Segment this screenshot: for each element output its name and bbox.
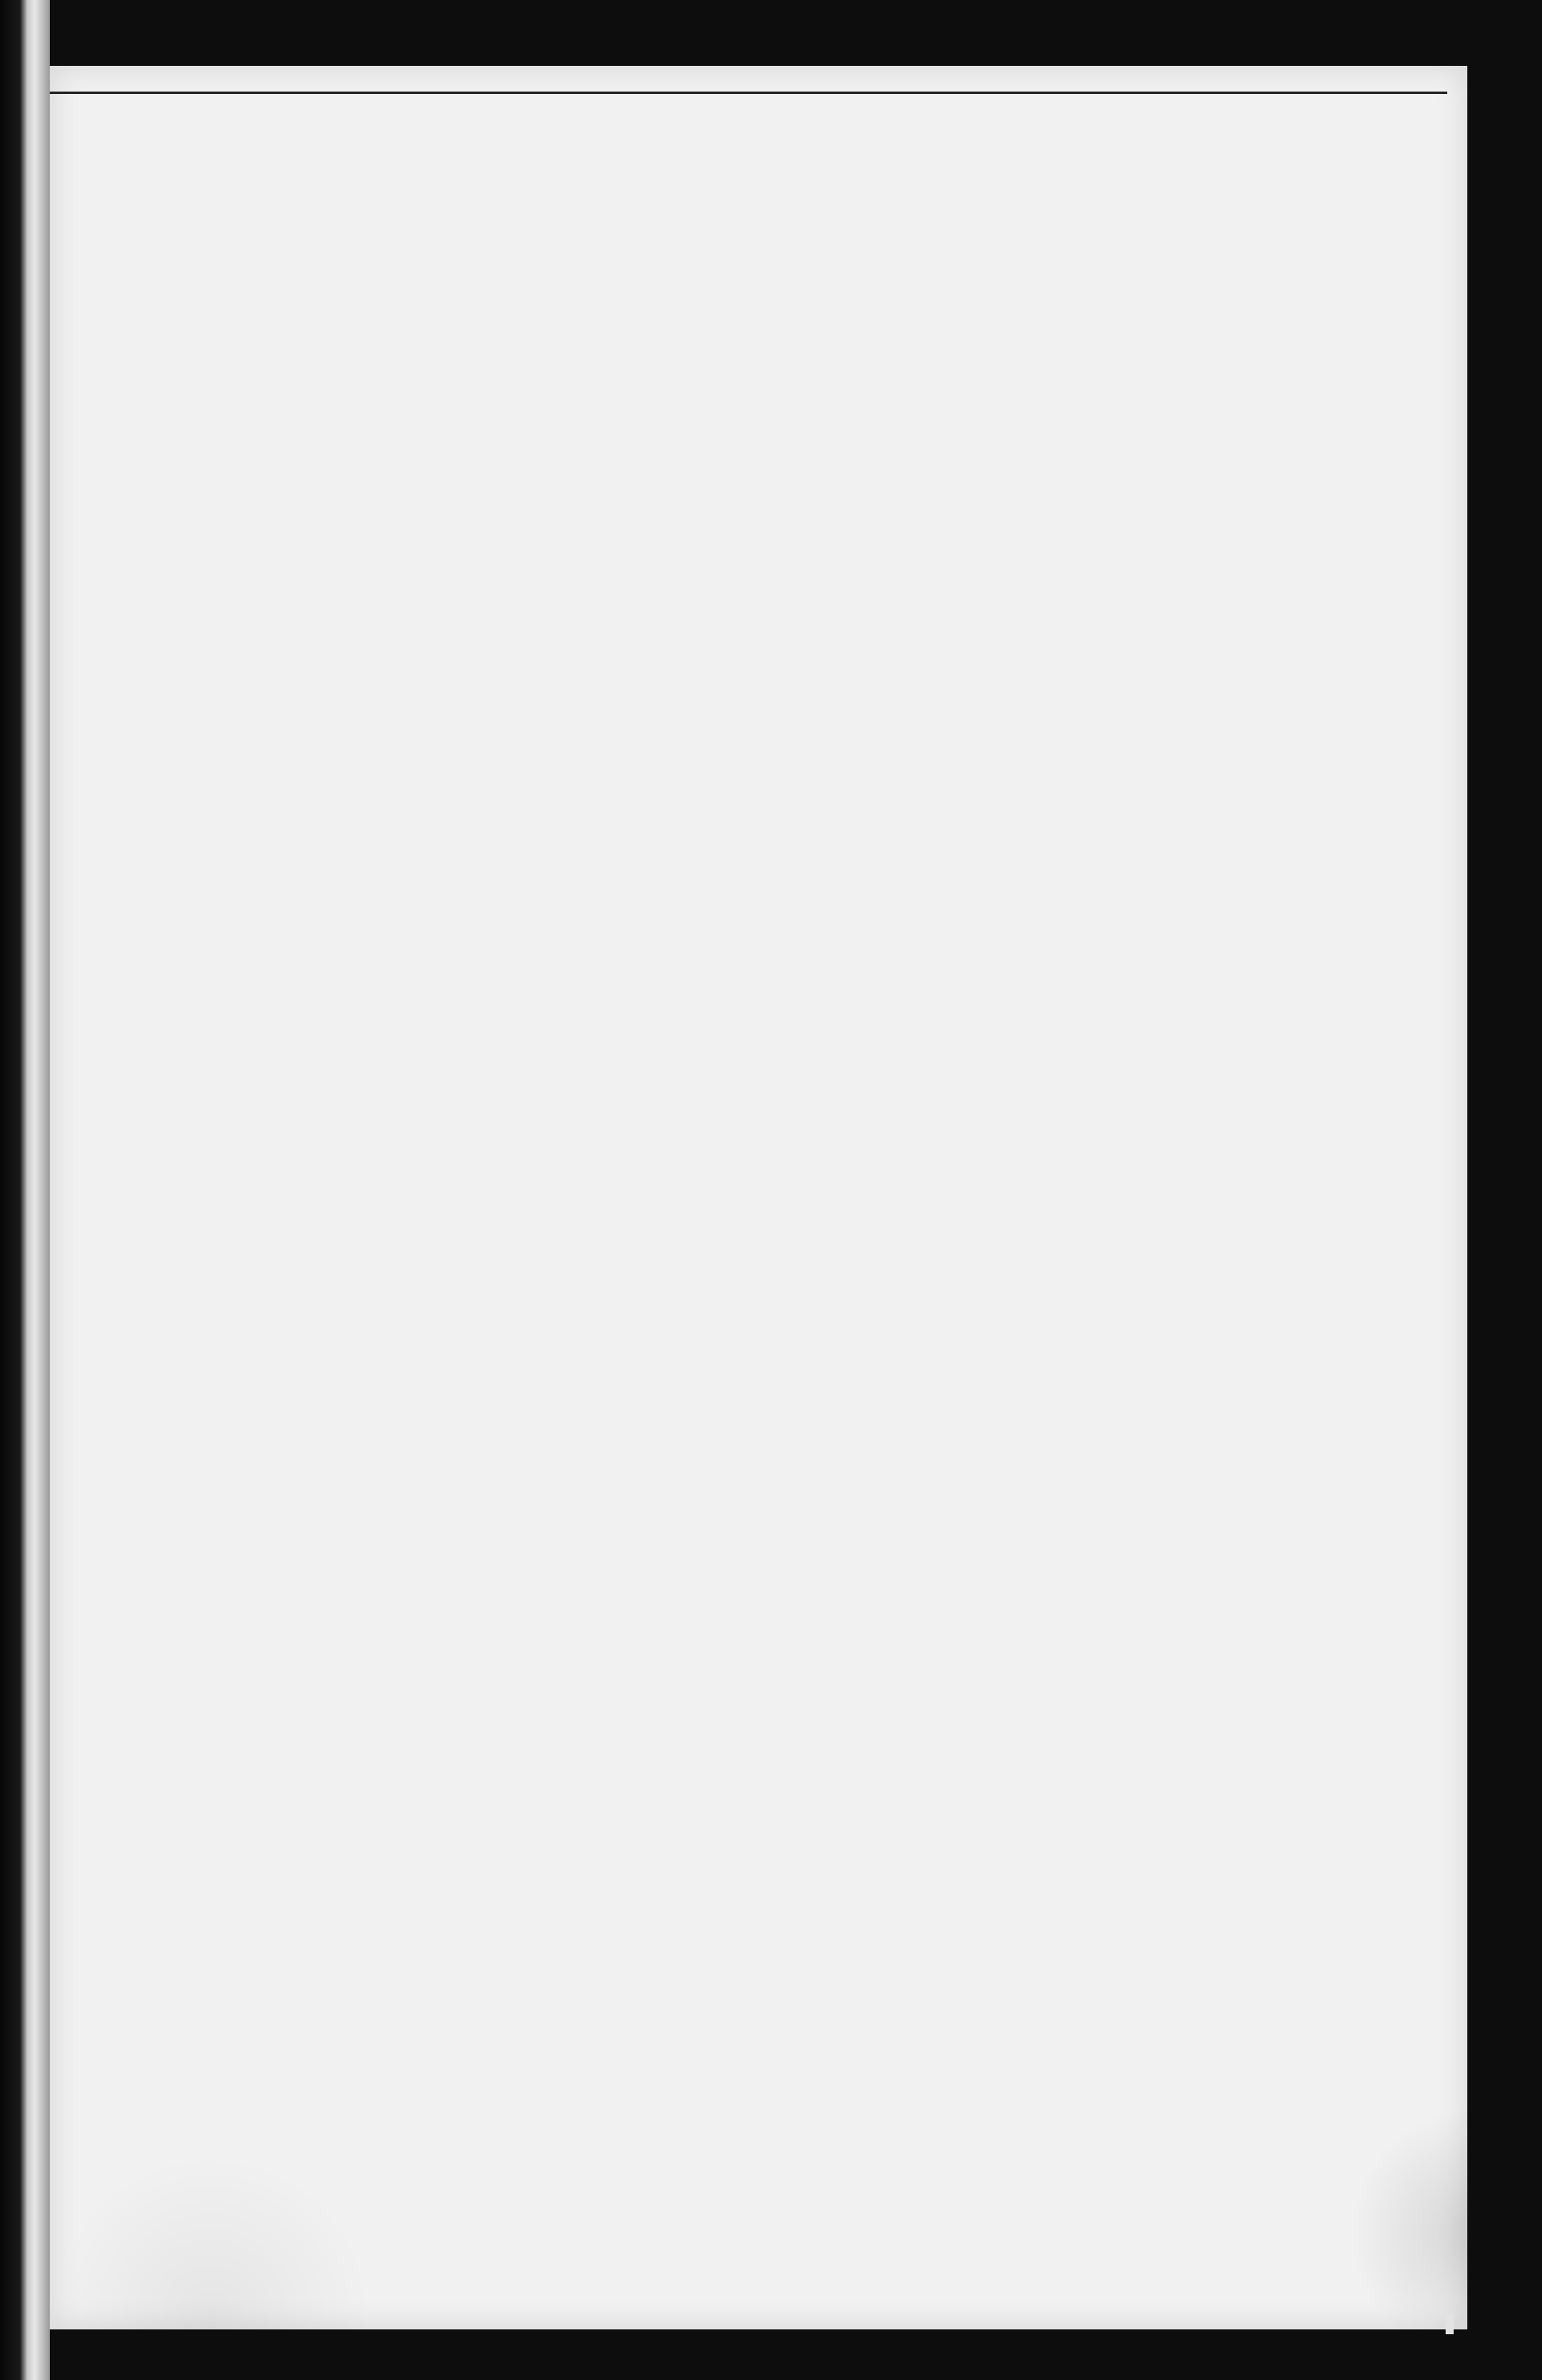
scan-stains — [50, 66, 1467, 2329]
page-corner-mark — [1446, 2313, 1454, 2334]
page — [50, 66, 1467, 2329]
header-rule — [50, 92, 1447, 94]
book-spine — [0, 0, 50, 2380]
